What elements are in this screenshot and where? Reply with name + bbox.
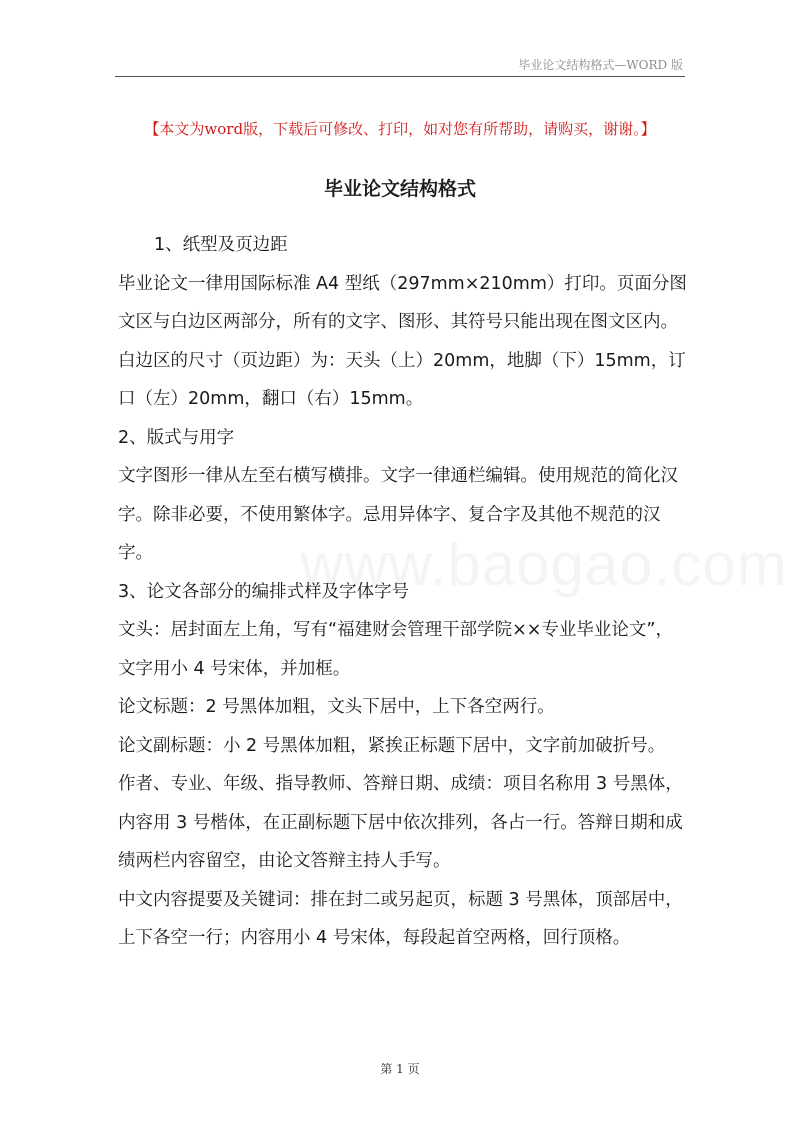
body-paragraph: 文头：居封面左上角，写有“福建财会管理干部学院××专业毕业论文”，文字用小 4 号宋体，并加框。 xyxy=(118,620,673,679)
body-paragraph: 作者、专业、年级、指导教师、答辩日期、成绩：项目名称用 3 号黑体，内容用 3 号楷体，在正副标题下居中依次排列，各占一行。答辩日期和成绩两栏内容留空，由论文答辩主持人手写。 xyxy=(118,774,683,871)
body-paragraph: 中文内容提要及关键词：排在封二或另起页，标题 3 号黑体，顶部居中，上下各空一行；内容用小 4 号宋体，每段起首空两格，回行顶格。 xyxy=(118,889,683,948)
header-divider xyxy=(115,76,685,77)
section-heading: 2、版式与用字 xyxy=(118,427,235,448)
download-notice: 【本文为word版，下载后可修改、打印，如对您有所帮助，请购买，谢谢。】 xyxy=(144,120,656,138)
section-heading: 3、论文各部分的编排式样及字体字号 xyxy=(118,581,410,602)
body-paragraph: 论文副标题：小 2 号黑体加粗，紧挨正标题下居中，文字前加破折号。 xyxy=(118,735,666,756)
section-heading: 1、纸型及页边距 xyxy=(154,235,288,255)
page-number: 第 1 页 xyxy=(380,1062,420,1076)
document-body xyxy=(118,226,688,958)
body-paragraph: 毕业论文一律用国际标准 A4 型纸（297mm×210mm）打印。页面分图文区与白边区两部分，所有的文字、图形、其符号只能出现在图文区内。白边区的尺寸（页边距）为：天头（上）20mm，地脚（下）15mm，订口（左）20mm，翻口（右）15mm。 xyxy=(118,273,687,409)
page-title: 毕业论文结构格式 xyxy=(323,178,476,200)
body-paragraph: 论文标题：2 号黑体加粗，文头下居中，上下各空两行。 xyxy=(118,697,555,717)
running-header: 毕业论文结构格式—WORD 版 xyxy=(518,58,683,72)
body-paragraph: 文字图形一律从左至右横写横排。文字一律通栏编辑。使用规范的简化汉字。除非必要，不使用繁体字。忌用异体字、复合字及其他不规范的汉字。 xyxy=(118,466,678,563)
